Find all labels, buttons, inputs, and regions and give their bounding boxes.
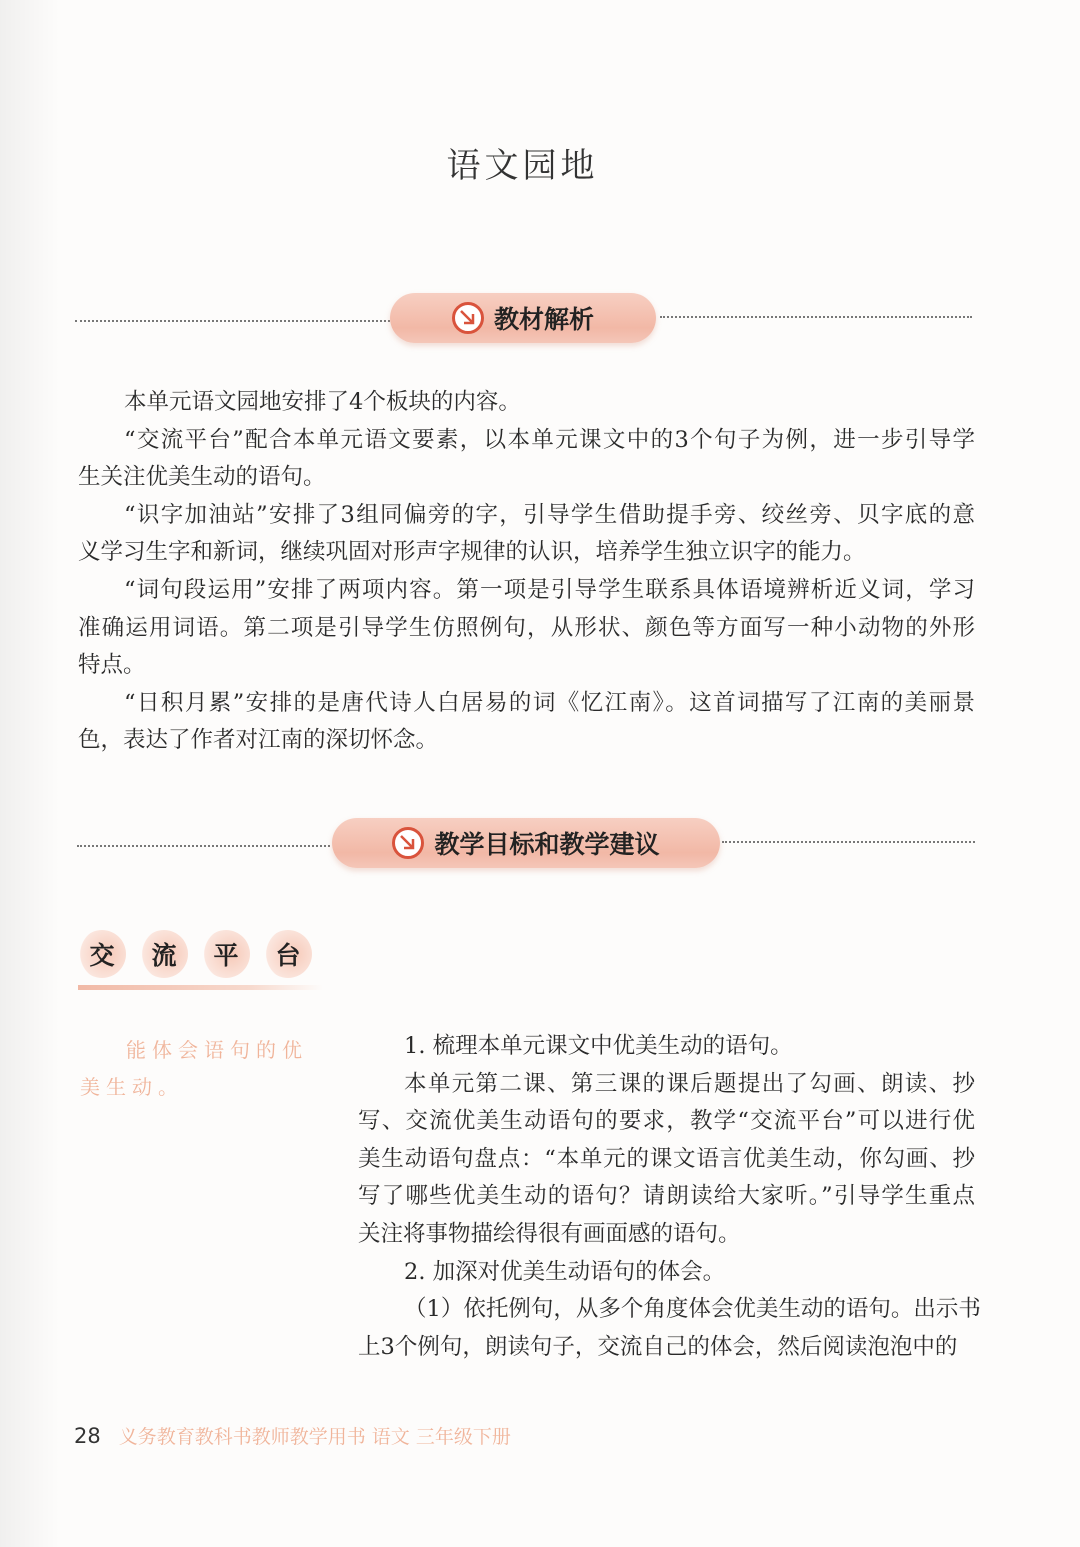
text-line: 生关注优美生动的语句。 [78,464,326,491]
page-footer [74,1422,511,1449]
subsection-underline [78,985,323,990]
goal-note [80,1032,310,1106]
text-line: 准确运用词语。第二项是引导学生仿照例句，从形状、颜色等方面写一种小动物的外形 [78,614,975,641]
goal-note-text: 能体会语句的优美生动。 [80,1038,308,1099]
section-title: 教材解析 [493,305,594,334]
text-line: 关注将事物描绘得很有画面感的语句。 [358,1220,741,1247]
title-char: 流 [140,930,188,978]
text-line: 2. 加深对优美生动语句的体会。 [404,1258,726,1285]
text-line: 上3个例句，朗读句子，交流自己的体会，然后阅读泡泡中的 [358,1333,958,1360]
subsection-text [358,1028,981,1366]
text-line: （1）依托例句，从多个角度体会优美生动的语句。出示书 [404,1296,981,1323]
page-title: 语文园地 [446,146,599,186]
text-line: 美生动语句盘点：“本单元的课文语言优美生动，你勾画、抄 [358,1145,975,1172]
divider [77,845,330,847]
title-char: 平 [202,930,250,978]
book-title: 义务教育教科书教师教学用书 语文 三年级下册 [118,1426,511,1448]
section-title: 教学目标和教学建议 [434,830,660,859]
analysis-text [78,384,975,760]
divider [75,320,390,322]
text-line: 色，表达了作者对江南的深切怀念。 [78,727,439,754]
text-line: 写、交流优美生动语句的要求，教学“交流平台”可以进行优 [358,1108,975,1135]
title-char: 台 [264,930,312,978]
text-line: 本单元语文园地安排了4个板块的内容。 [124,389,521,415]
text-line: “交流平台”配合本单元语文要素，以本单元课文中的3个句子为例，进一步引导学 [124,426,975,453]
text-line: 本单元第二课、第三课的课后题提出了勾画、朗读、抄 [404,1070,975,1097]
text-line: “识字加油站”安排了3组同偏旁的字，引导学生借助提手旁、绞丝旁、贝字底的意 [124,501,975,528]
arrow-circle-icon [452,302,484,334]
page-number: 28 [74,1423,101,1448]
arrow-circle-icon [392,827,424,859]
title-char: 交 [78,930,126,978]
scan-shadow [0,0,60,1547]
text-line: “词句段运用”安排了两项内容。第一项是引导学生联系具体语境辨析近义词，学习 [124,576,975,603]
text-line: “日积月累”安排的是唐代诗人白居易的词《忆江南》。这首词描写了江南的美丽景 [124,689,975,716]
section-banner-goals [332,818,720,868]
divider [722,841,975,843]
text-line: 特点。 [78,652,146,679]
divider [660,316,972,318]
text-line: 1. 梳理本单元课文中优美生动的语句。 [404,1033,793,1059]
text-line: 义学习生字和新词，继续巩固对形声字规律的认识，培养学生独立识字的能力。 [78,539,866,566]
text-line: 写了哪些优美生动的语句？请朗读给大家听。”引导学生重点 [358,1183,975,1210]
subsection-title [78,930,312,978]
section-banner-analysis [390,293,656,343]
